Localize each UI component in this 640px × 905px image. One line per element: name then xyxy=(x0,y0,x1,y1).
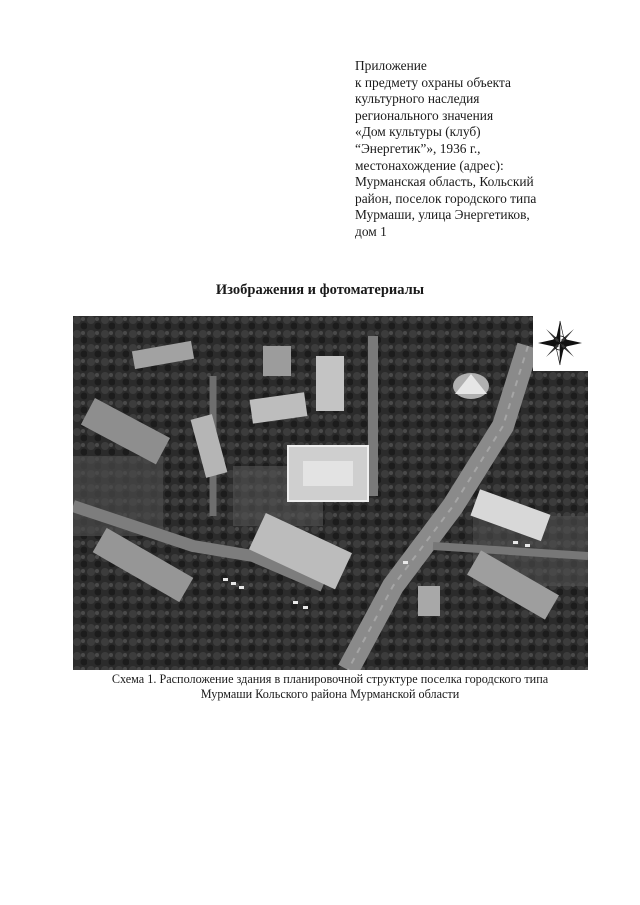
caption-line: Схема 1. Расположение здания в планировочной структуре поселка городского типа xyxy=(111,672,549,686)
compass-rose-icon xyxy=(533,316,588,371)
caption-line: Мурмаши Кольского района Мурманской области xyxy=(200,686,460,701)
appendix-note xyxy=(355,58,625,241)
appendix-line: регионального значения xyxy=(355,107,494,123)
appendix-line: “Энергетик”», 1936 г., xyxy=(355,140,481,156)
appendix-line: Мурманская область, Кольский xyxy=(355,174,534,190)
appendix-line: дом 1 xyxy=(355,223,387,239)
photo-caption xyxy=(60,672,600,701)
aerial-photo-graphic xyxy=(73,316,588,670)
appendix-line: «Дом культуры (клуб) xyxy=(355,124,481,140)
appendix-line: район, поселок городского типа xyxy=(355,190,537,206)
aerial-photo xyxy=(73,316,588,670)
appendix-line: к предмету охраны объекта xyxy=(355,74,511,90)
appendix-line: местонахождение (адрес): xyxy=(355,157,504,173)
appendix-line: Мурмаши, улица Энергетиков, xyxy=(355,207,530,223)
appendix-line: Приложение xyxy=(355,58,427,73)
section-title: Изображения и фотоматериалы xyxy=(215,282,425,298)
appendix-line: культурного наследия xyxy=(355,91,480,107)
